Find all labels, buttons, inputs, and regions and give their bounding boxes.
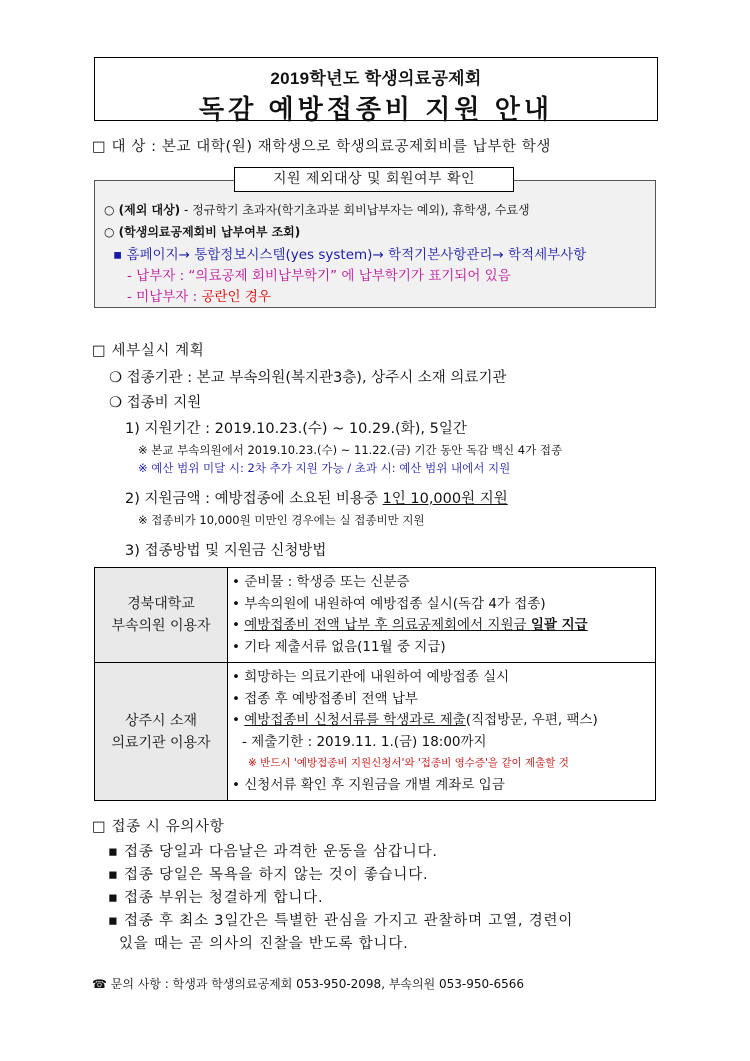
row1-bullet3-bold: 일괄 지급: [530, 617, 588, 633]
table-label-cell: [95, 568, 228, 663]
amount-line: [125, 487, 508, 508]
cautions-heading: □ 접종 시 유의사항: [92, 819, 225, 835]
row2-bullet3-text: 예방접종비 신청서류를 학생과로 제출: [244, 712, 466, 728]
row1-bullet3-text: 예방접종비 전액 납부 후 의료공제회에서 지원금: [244, 617, 531, 633]
exclusion-head: ○ (제외 대상): [104, 203, 181, 217]
row1-bullet3-mark: •: [232, 617, 245, 633]
target-line: □ 대 상 : 본교 대학(원) 재학생으로 학생의료공제회비를 납부한 학생: [92, 139, 551, 155]
row1-label1: 경북대학교: [127, 596, 195, 612]
row2-bullet4: • 신청서류 확인 후 지원금을 개별 계좌로 입금: [232, 776, 505, 793]
plan-heading: □ 세부실시 계획: [92, 343, 205, 359]
system-path: ▪ 홈페이지→ 통합정보시스템(yes system)→ 학적기본사항관리→ 학적세부사항: [113, 247, 587, 263]
table-content-cell: [228, 568, 656, 663]
table-label-cell: [95, 663, 228, 801]
table-row: [95, 663, 656, 801]
period-note2: ※ 예산 범위 미달 시: 2차 추가 지원 가능 / 초과 시: 예산 범위 내에서 지원: [138, 461, 511, 475]
support-line: ❍ 접종비 지원: [109, 395, 202, 411]
table-content-cell: [228, 663, 656, 801]
row2-bullet3-mark: •: [232, 712, 245, 728]
row2-label2: 의료기관 이용자: [111, 734, 211, 751]
row2-bullet3: [232, 710, 655, 732]
row1-bullet3: [232, 615, 655, 637]
row2-bullet2: • 접종 후 예방접종비 전액 납부: [232, 690, 418, 707]
row1-label2: 부속의원 이용자: [111, 618, 211, 634]
row2-label1: 상주시 소재: [124, 712, 198, 729]
paid-line: - 납부자 : “의료공제 회비납부학기” 에 납부학기가 표기되어 있음: [127, 268, 511, 284]
period-line: 1) 지원기간 : 2019.10.23.(수) ~ 10.29.(화), 5일간: [125, 421, 467, 437]
unpaid-value: 공란인 경우: [201, 289, 271, 305]
title-line1: 2019학년도 학생의료공제회: [270, 69, 482, 88]
title-line2: 독감 예방접종비 지원 안내: [199, 94, 553, 124]
caution-item: ▪ 접종 부위는 청결하게 합니다.: [108, 890, 324, 906]
membership-head: ○ (학생의료공제회비 납부여부 조회): [104, 225, 301, 239]
contact-text: 문의 사항 : 학생과 학생의료공제회 053-950-2098, 부속의원 053-950-6566: [110, 977, 525, 991]
unpaid-line: [127, 285, 271, 305]
row2-deadline: - 제출기한 : 2019.11. 1.(금) 18:00까지: [242, 733, 487, 750]
amount-prefix: 2) 지원금액 : 예방접종에 소요된 비용중: [125, 491, 383, 507]
caution-item: ▪ 접종 당일과 다음날은 과격한 운동을 삼갑니다.: [108, 844, 438, 860]
notice-box-label: 지원 제외대상 및 회원여부 확인: [234, 167, 514, 192]
method-line: 3) 접종방법 및 지원금 신청방법: [125, 543, 327, 559]
amount-value: 1인 10,000원 지원: [382, 491, 508, 507]
title-box: [94, 57, 658, 124]
caution-item: 있을 때는 곧 의사의 진찰을 반도록 합니다.: [119, 936, 409, 952]
caution-item: ▪ 접종 후 최소 3일간은 특별한 관심을 가지고 관찰하며 고열, 경련이: [108, 913, 574, 929]
method-table: [94, 567, 656, 801]
row1-bullet4: • 기타 제출서류 없음(11월 중 지급): [232, 638, 446, 655]
amount-note: ※ 접종비가 10,000원 미만인 경우에는 실 접종비만 지원: [138, 513, 425, 527]
institution-line: ❍ 접종기관 : 본교 부속의원(복지관3층), 상주시 소재 의료기관: [109, 370, 507, 386]
row2-bullet3-tail: (직접방문, 우편, 팩스): [465, 712, 598, 728]
unpaid-head: - 미납부자 :: [127, 289, 202, 305]
row1-bullet2: • 부속의원에 내원하여 예방접종 실시(독감 4가 접종): [232, 595, 546, 612]
exclusion-body: - 정규학기 초과자(학기초과분 회비납부자는 예외), 휴학생, 수료생: [180, 203, 530, 217]
row2-note: ※ 반드시 '예방접종비 지원신청서'와 '접종비 영수증'을 같이 제출할 것: [248, 757, 569, 769]
caution-item: ▪ 접종 당일은 목욕을 하지 않는 것이 좋습니다.: [108, 867, 429, 883]
phone-icon: ☎: [92, 977, 107, 991]
row1-bullet1: • 준비물 : 학생증 또는 신분증: [232, 574, 410, 590]
table-row: [95, 568, 656, 663]
contact-line: [92, 975, 524, 992]
exclusion-line: [104, 201, 530, 218]
row2-bullet1: • 희망하는 의료기관에 내원하여 예방접종 실시: [232, 669, 510, 685]
period-note1: ※ 본교 부속의원에서 2019.10.23.(수) ~ 11.22.(금) 기간 동안 독감 백신 4가 접종: [138, 443, 563, 457]
